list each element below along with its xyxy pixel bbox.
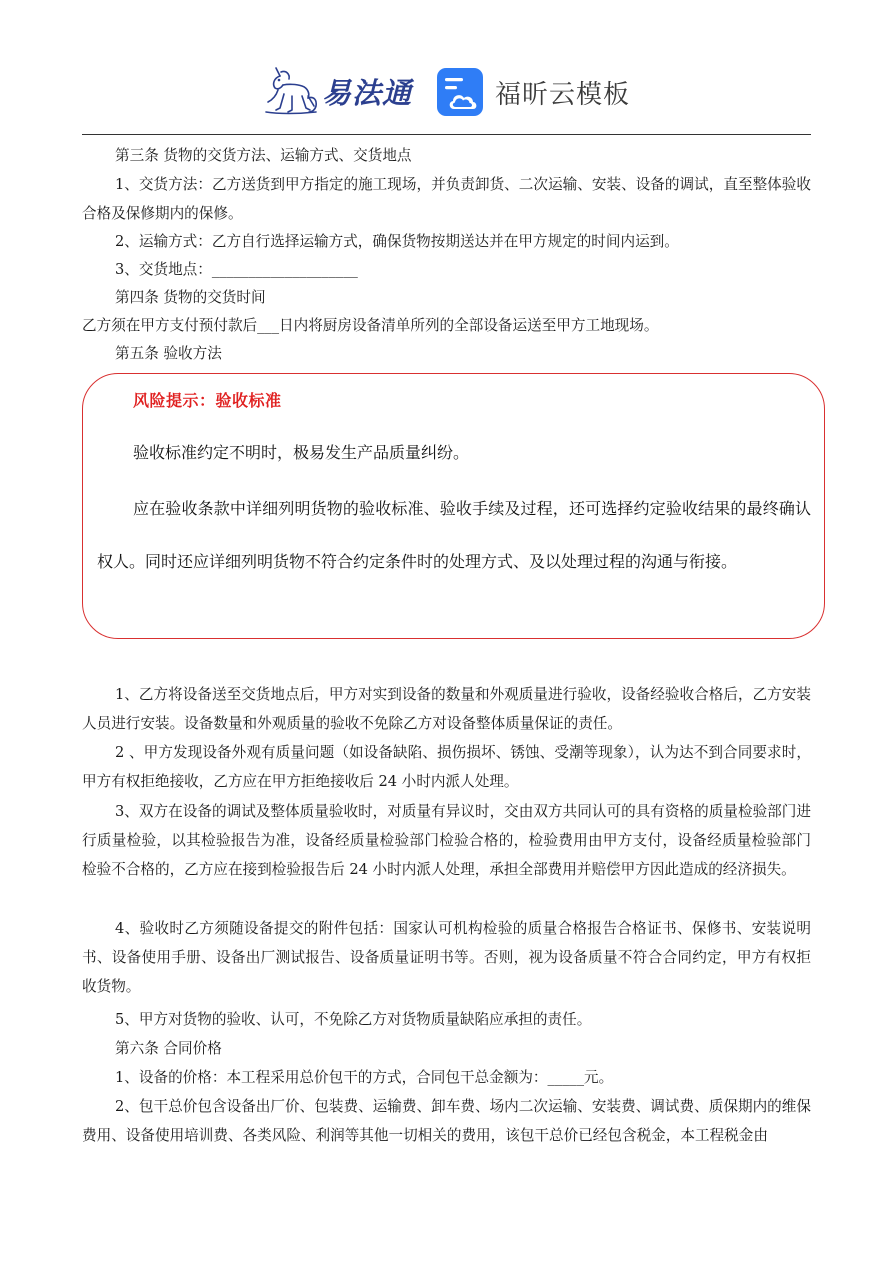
risk-warning-title: 风险提示：验收标准 [133,391,282,410]
article-5-item-1: 1、乙方将设备送至交货地点后，甲方对实到设备的数量和外观质量进行验收，设备经验收合格后，乙方安装人员进行安装。设备数量和外观质量的验收不免除乙方对设备整体质量保证的责任。 [82,686,811,732]
article-3-item-3: 3、交货地点：____________________ [115,261,358,278]
article-6-item-2: 2、包干总价包含设备出厂价、包装费、运输费、卸车费、场内二次运输、安装费、调试费、质保期内的维保费用、设备使用培训费、各类风险、利润等其他一切相关的费用，该包干总价已经包含税金，本工程税金由 [82,1098,811,1144]
fuxin-logo [436,66,630,118]
fuxin-logo-text: 福昕云模板 [495,79,631,110]
unicorn-horse-icon [262,62,320,116]
article-3-item-2: 2、运输方式：乙方自行选择运输方式，确保货物按期送达并在甲方规定的时间内运到。 [115,233,679,250]
cloud-document-icon [436,67,486,117]
article-5-item-3: 3、双方在设备的调试及整体质量验收时，对质量有异议时，交由双方共同认可的具有资格的质量检验部门进行质量检验，以其检验报告为准，设备经质量检验部门检验合格的，检验费用由甲方支付，设备经质量检验部门检验不合格的，乙方应在接到检验报告后 24 小时内派人处理，承担全部费用并赔偿甲方因此造成的经济损失。 [82,803,811,878]
header-divider [82,134,811,135]
article-5-item-4: 4、验收时乙方须随设备提交的附件包括：国家认可机构检验的质量合格报告合格证书、保修书、安装说明书、设备使用手册、设备出厂测试报告、设备质量证明书等。否则，视为设备质量不符合合同约定，甲方有权拒收货物。 [82,920,811,995]
article-4-item-1: 乙方须在甲方支付预付款后___日内将厨房设备清单所列的全部设备运送至甲方工地现场。 [82,317,659,334]
article-5-item-5: 5、甲方对货物的验收、认可，不免除乙方对货物质量缺陷应承担的责任。 [115,1011,592,1028]
yifatong-logo [262,62,417,116]
risk-warning-box [82,373,825,639]
article-6-title: 第六条 合同价格 [115,1040,222,1057]
yifatong-logo-text: 易法通 [322,75,413,110]
page-header [0,0,893,136]
article-5-item-2: 2 、甲方发现设备外观有质量问题（如设备缺陷、损伤损坏、锈蚀、受潮等现象），认为达不到合同要求时，甲方有权拒绝接收，乙方应在甲方拒绝接收后 24 小时内派人处理。 [82,744,811,790]
article-6-item-1: 1、设备的价格：本工程采用总价包干的方式，合同包干总金额为：_____元。 [115,1069,614,1086]
article-3-item-1: 1、交货方法：乙方送货到甲方指定的施工现场，并负责卸货、二次运输、安装、设备的调试，直至整体验收合格及保修期内的保修。 [82,176,811,222]
risk-warning-detail: 应在验收条款中详细列明货物的验收标准、验收手续及过程，还可选择约定验收结果的最终确认权人。同时还应详细列明货物不符合约定条件时的处理方式、及以处理过程的沟通与衔接。 [97,499,811,571]
article-5-title: 第五条 验收方法 [115,345,222,362]
article-4-title: 第四条 货物的交货时间 [115,289,266,306]
risk-warning-summary: 验收标准约定不明时，极易发生产品质量纠纷。 [133,443,470,462]
article-3-title: 第三条 货物的交货方法、运输方式、交货地点 [115,147,412,164]
